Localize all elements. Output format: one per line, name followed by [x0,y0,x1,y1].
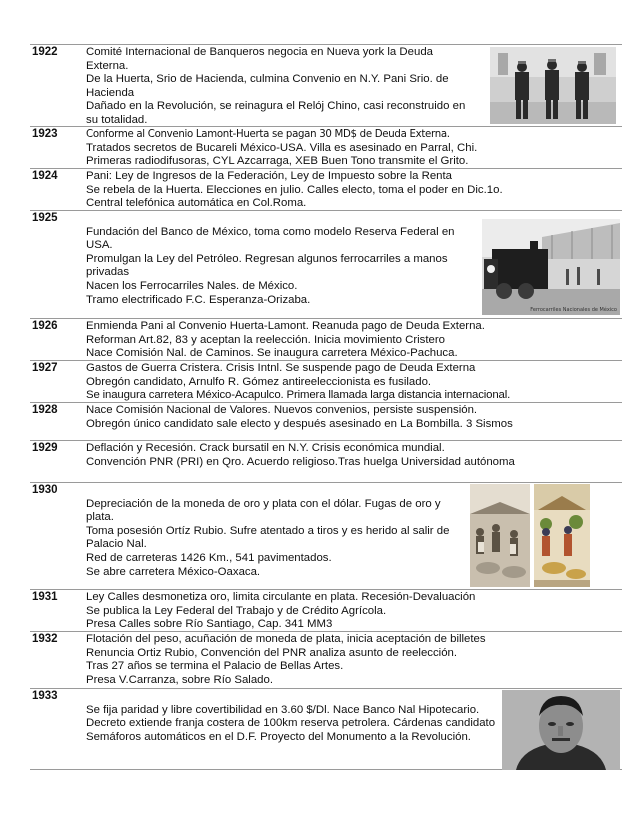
table-row [30,688,622,770]
events-cell [86,591,475,632]
table-row [30,360,622,402]
event-line: Pani: Ley de Ingresos de la Federación, Ley de Impuesto sobre la Renta [86,170,452,182]
event-line: Reforman Art.82, 83 y aceptan la reelección. Inicia movimiento Cristero [86,333,445,346]
events-cell [86,484,449,579]
table-row [30,589,622,631]
event-line: su totalidad. [86,113,148,126]
event-line: Presa Calles sobre Río Santiago, Cap. 341 MM3 [86,618,333,631]
table-row [30,402,622,440]
year-cell: 1923 [32,128,58,140]
event-line: Depreciación de la moneda de oro y plata con el dólar. Fugas de oro y [86,497,441,510]
year-cell: 1926 [32,320,58,332]
event-line: plata. [86,511,114,524]
events-cell [86,320,485,361]
event-line: Comité Internacional de Banqueros negocia en Nueva york la Deuda [86,46,433,58]
events-cell [86,690,495,744]
table-row [30,168,622,210]
event-line: Tratados secretos de Bucareli México-USA. Villa es asesinado en Parral, Chi. [86,141,478,154]
event-line: Toma posesión Ortíz Rubio. Sufre atentado a tiros y es herido al salir de [86,524,450,537]
timeline-table [30,44,622,770]
table-row [30,440,622,482]
year-cell: 1927 [32,362,58,374]
event-line: Ley Calles desmonetiza oro, limita circulante en plata. Recesión-Devaluación [86,591,476,603]
event-line: Nace Comisión Nal. de Caminos. Se inaugura carretera México-Pachuca. [86,347,458,360]
event-line: Promulgan la Ley del Petróleo. Regresan algunos ferrocarriles a manos [86,252,448,265]
event-line: Obregón candidato, Arnulfo R. Gómez antireeleccionista es fusilado. [86,375,432,388]
event-line: USA. [86,239,113,252]
events-cell [86,404,513,431]
event-line: Externa. [86,59,129,72]
event-line: Conforme al Convenio Lamont-Huerta se pagan 30 MD$ de Deuda Externa. [86,129,450,140]
events-cell [86,212,455,307]
events-cell [86,362,510,403]
event-line: Enmienda Pani al Convenio Huerta-Lamont. Reanuda pago de Deuda Externa. [86,320,485,332]
year-cell: 1924 [32,170,58,182]
year-cell: 1932 [32,633,58,645]
event-line: Obregón único candidato sale electo y después asesinado en La Bombilla. 3 Sismos [86,417,513,430]
year-cell: 1931 [32,591,58,603]
event-line: Primeras radiodifusoras, CYL Azcarraga, XEB Buen Tono transmite el Grito. [86,155,469,168]
event-line [86,484,449,498]
event-line: Decreto extiende franja costera de 100km reserva petrolera. Cárdenas candidato [86,717,496,730]
event-line: Se rebela de la Huerta. Elecciones en julio. Calles electo, toma el poder en Dic.1o. [86,183,503,196]
table-row [30,126,622,168]
event-line: Flotación del peso, acuñación de moneda de plata, inicia aceptación de billetes [86,633,486,645]
year-cell: 1933 [32,690,58,702]
event-line: Palacio Nal. [86,538,147,551]
table-row [30,318,622,360]
event-line: De la Huerta, Srio de Hacienda, culmina Convenio en N.Y. Pani Srio. de [86,73,449,86]
event-line: Se publica la Ley Federal del Trabajo y de Crédito Agrícola. [86,604,387,617]
year-cell: 1929 [32,442,58,454]
event-line: Tramo electrificado F.C. Esperanza-Orizaba. [86,293,311,306]
event-line [86,212,455,226]
event-line: privadas [86,266,130,279]
event-line: Central telefónica automática en Col.Roma. [86,197,307,210]
event-line: Deflación y Recesión. Crack bursatil en N.Y. Crisis económica mundial. [86,442,445,454]
event-line: Red de carreteras 1426 Km., 541 pavimentados. [86,551,332,564]
event-line: Se fija paridad y libre covertibilidad en 3.60 $/Dl. Nace Banco Nal Hipotecario. [86,703,480,716]
locomotive-photo-icon [482,219,620,315]
event-line: Se abre carretera México-Oaxaca. [86,565,261,578]
table-row [30,44,622,126]
bankers-photo-icon [490,47,616,124]
event-line: Fundación del Banco de México, toma como modelo Reserva Federal en [86,225,455,238]
event-line: Dañado en la Revolución, se reinagura el Relój Chino, casi reconstruido en [86,100,466,113]
market-photo-icon [470,484,530,587]
table-row [30,482,622,589]
event-line [86,690,495,704]
event-line: Hacienda [86,86,135,99]
portrait-photo-icon [502,690,620,770]
table-row [30,631,622,688]
events-cell [86,633,486,687]
event-line: Nacen los Ferrocarriles Nales. de México. [86,279,298,292]
events-cell [86,170,503,211]
photo-caption: Ferrocarriles Nacionales de México [530,307,617,313]
year-cell: 1925 [32,212,58,224]
event-line: Presa V.Carranza, sobre Río Salado. [86,673,273,686]
table-row [30,210,622,318]
event-line: Gastos de Guerra Cristera. Crisis Intnl. Se suspende pago de Deuda Externa [86,362,476,374]
events-cell [86,128,477,169]
event-line: Tras 27 años se termina el Palacio de Bellas Artes. [86,660,344,673]
events-cell [86,442,515,469]
year-cell: 1928 [32,404,58,416]
event-line: Nace Comisión Nacional de Valores. Nuevos convenios, persiste suspensión. [86,404,478,416]
event-line: Convención PNR (PRI) en Qro. Acuerdo religioso.Tras huelga Universidad autónoma [86,455,515,468]
events-cell [86,46,465,128]
year-cell: 1930 [32,484,58,496]
event-line: Semáforos automáticos en el D.F. Proyecto del Monumento a la Revolución. [86,730,471,743]
year-cell: 1922 [32,46,58,58]
event-line: Renuncia Ortiz Rubio, Convención del PNR analiza asunto de reelección. [86,646,458,659]
event-line: Se inaugura carretera México-Acapulco. Primera llamada larga distancia internacional. [86,389,511,402]
market-painting-icon [534,484,590,587]
